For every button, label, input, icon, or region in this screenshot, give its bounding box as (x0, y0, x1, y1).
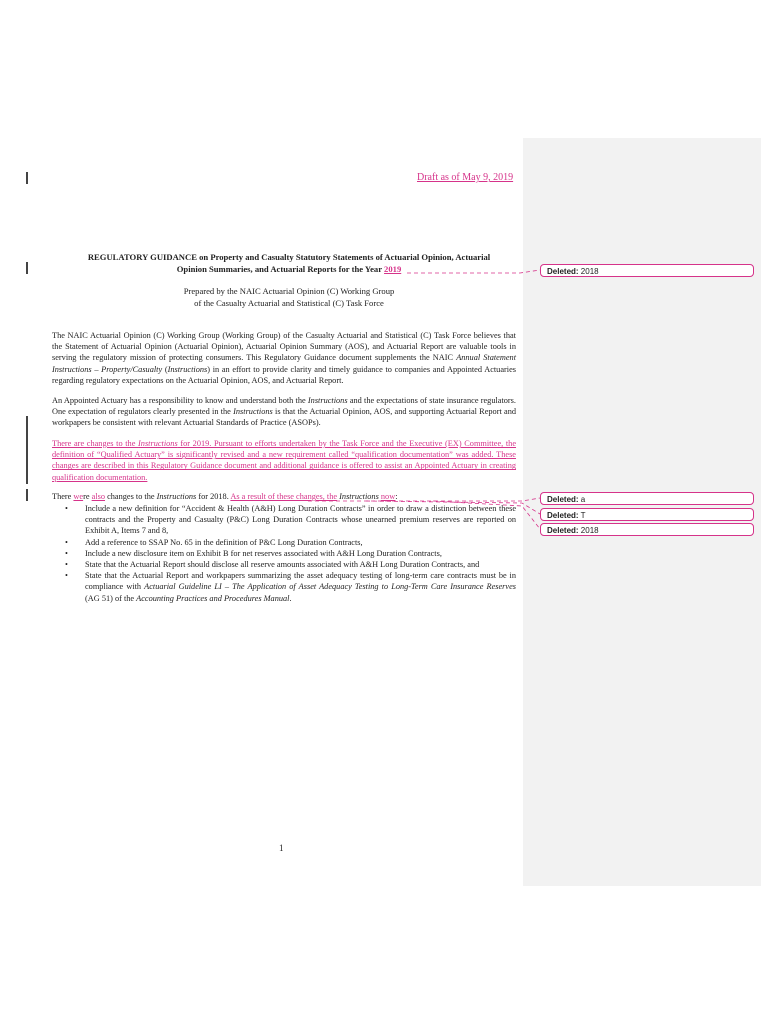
paragraph-inserted-2019-changes: There are changes to the Instructions for 2019. Pursuant to efforts undertaken by the Task Force and the Executive (EX) Committee, the definition of “Qualified Actuary” is significantly revised and a new requirement called “qualification documentation” was added. These changes are described in this Regulatory Guidance document and additional guidance is offered to assist an Appointed Actuary in creating qualification documentation. (52, 439, 517, 482)
list-item: • State that the Actuarial Report should disclose all reserve amounts associated with A&H Long Duration Contracts, and (65, 560, 480, 570)
paragraph-responsibility: An Appointed Actuary has a responsibility to know and understand both the Instructions and the expectations of state insurance regulators. One expectation of regulators clearly presented in the Instructions is that the Actuarial Opinion, AOS, and supporting Actuarial Report and workpapers be consistent with relevant Actuarial Standards of Practice (ASOPs). (52, 396, 516, 428)
change-bar (26, 416, 28, 484)
change-bar (26, 262, 28, 274)
document-title (60, 251, 518, 275)
deleted-comment-balloon[interactable]: Deleted: 2018 (540, 523, 754, 536)
prepared-line-2: of the Casualty Actuarial and Statistical (C) Task Force (194, 298, 384, 308)
draft-date-label: Draft as of May 9, 2019 (417, 172, 514, 183)
inserted-year: 2019 (384, 264, 402, 274)
title-line-1: REGULATORY GUIDANCE on Property and Casualty Statutory Statements of Actuarial Opinion, Actuarial (87, 252, 491, 262)
change-bar (26, 489, 28, 501)
prepared-line-1: Prepared by the NAIC Actuarial Opinion (C) Working Group (183, 286, 395, 296)
paragraph-intro: The NAIC Actuarial Opinion (C) Working Group (Working Group) of the Casualty Actuarial and Statistical (C) Task Force believes that the Statement of Actuarial Opinion (Actuarial Opinion), Actuarial Opinion Summary (AOS), and Actuarial Report are valuable tools in serving the regulatory mission of protecting consumers. This Regulatory Guidance document supplements the NAIC Annual Statement Instructions – Property/Casualty (Instructions) in an effort to provide clarity and timely guidance to companies and Appointed Actuaries regarding regulatory expectations on the Actuarial Opinion, AOS, and Actuarial Report. (52, 331, 516, 385)
list-item: • Include a new disclosure item on Exhibit B for net reserves associated with A&H Long Duration Contracts, (65, 548, 442, 558)
prepared-by (60, 285, 518, 309)
deleted-comment-balloon[interactable]: Deleted: a (540, 492, 754, 505)
list-item: • Add a reference to SSAP No. 65 in the definition of P&C Long Duration Contracts, (65, 537, 363, 547)
page-number: 1 (279, 843, 284, 853)
change-bar (26, 172, 28, 184)
changes-bullet-list (52, 503, 516, 604)
title-line-2: Opinion Summaries, and Actuarial Reports for the Year 2019 (176, 264, 402, 274)
list-item: • Include a new definition for “Accident & Health (A&H) Long Duration Contracts” in order to draw a distinction between these contracts and the Property and Casualty (P&C) Long Duration Contracts whose unearned premium reserves are reported on Exhibit A, Items 7 and 8, (65, 504, 516, 536)
deleted-comment-balloon[interactable]: Deleted: 2018 (540, 264, 754, 277)
list-item: • State that the Actuarial Report and workpapers summarizing the asset adequacy testing of long-term care contracts must be in compliance with Actuarial Guideline LI – The Application of Asset Adequacy Testing to Long-Term Care Insurance Reserves (AG 51) of the Accounting Practices and Procedures Manual. (65, 571, 516, 603)
paragraph-2018-changes: There were also changes to the Instructions for 2018. As a result of these changes, the Instructions now: (52, 492, 398, 501)
deleted-comment-balloon[interactable]: Deleted: T (540, 508, 754, 521)
